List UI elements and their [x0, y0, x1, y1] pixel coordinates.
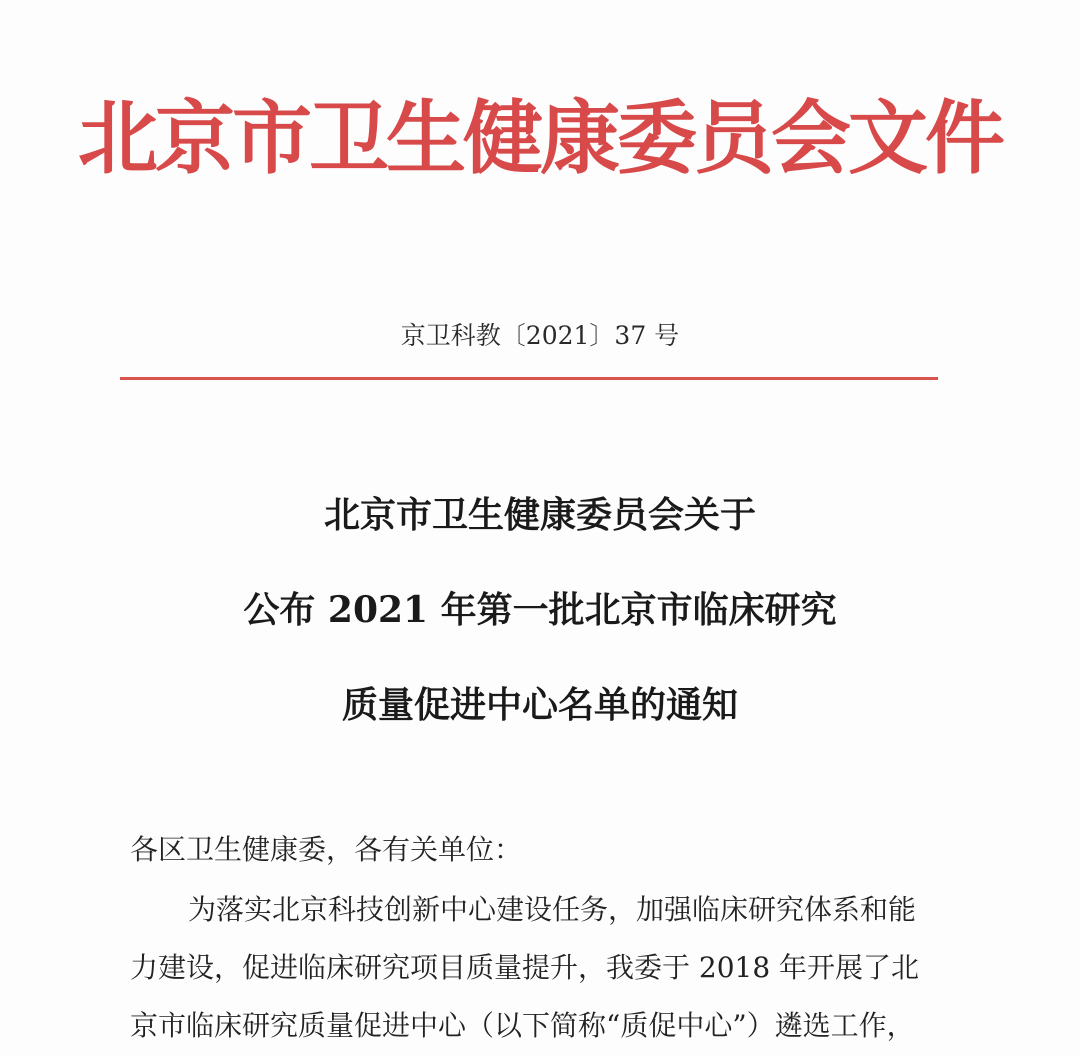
notice-title-line-3: 质量促进中心名单的通知 [341, 684, 738, 726]
red-divider-rule [120, 377, 938, 380]
notice-title-line-2: 公布 2021 年第一批北京市临床研究 [243, 589, 837, 631]
document-masthead: 北京市卫生健康委员会文件 [78, 91, 1002, 185]
salutation: 各区卫生健康委，各有关单位： [130, 833, 523, 866]
notice-title-line-1: 北京市卫生健康委员会关于 [323, 494, 756, 536]
paragraph-line: 力建设，促进临床研究项目质量提升，我委于 2018 年开展了北 [130, 951, 920, 984]
paragraph-line: 为落实北京科技创新中心建设任务，加强临床研究体系和能 [188, 893, 917, 926]
paragraph-line: 京市临床研究质量促进中心（以下简称“质促中心”）遴选工作， [130, 1009, 915, 1042]
document-number: 京卫科教〔2021〕37 号 [400, 321, 680, 350]
